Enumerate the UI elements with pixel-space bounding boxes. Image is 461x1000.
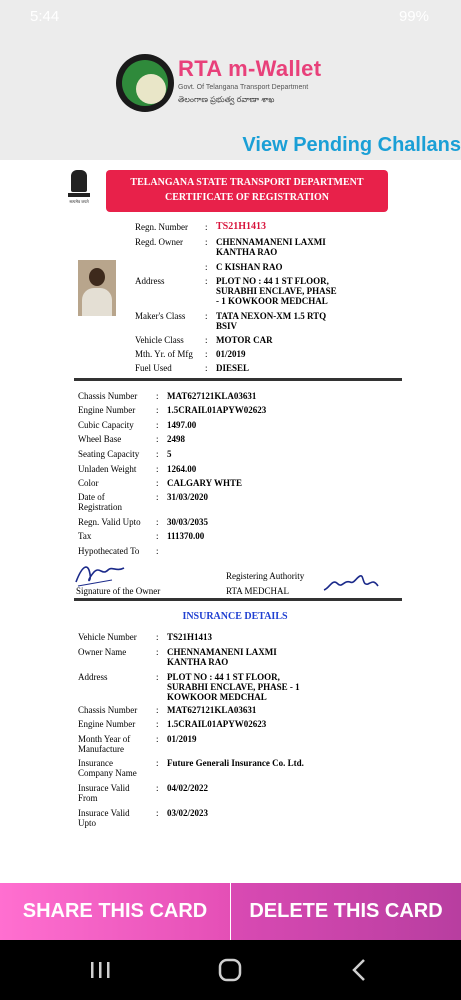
certificate-header-line2: CERTIFICATE OF REGISTRATION xyxy=(165,192,329,203)
section-divider xyxy=(74,598,402,601)
unladen-weight-label: Unladen Weight xyxy=(78,464,137,474)
regn-number-value: TS21H1413 xyxy=(216,221,267,232)
ins-company-label-line1: Insurance xyxy=(78,758,113,768)
ins-valid-from-label-line1: Insurace Valid xyxy=(78,783,130,793)
fuel-used-label: Fuel Used xyxy=(135,363,172,373)
battery-level: 99% xyxy=(398,8,429,25)
app-logo xyxy=(116,52,366,114)
ins-valid-upto-value: 03/02/2023 xyxy=(167,808,209,818)
date-of-registration-value: 31/03/2020 xyxy=(167,492,209,502)
makers-class-value-line1: TATA NEXON-XM 1.5 RTQ xyxy=(216,311,327,321)
telangana-emblem-icon xyxy=(116,54,174,112)
authority-label-line2: RTA MEDCHAL xyxy=(226,586,289,596)
regn-number-label: Regn. Number xyxy=(135,222,188,232)
owner-photo xyxy=(78,260,116,316)
makers-class-value-line2: BSIV xyxy=(216,321,238,331)
ins-owner-name-value-line1: CHENNAMANENI LAXMI xyxy=(167,647,277,657)
makers-class-label: Maker's Class xyxy=(135,311,186,321)
regd-owner-label: Regd. Owner xyxy=(135,237,183,247)
ins-owner-name-value-line2: KANTHA RAO xyxy=(167,657,229,667)
ins-engine-number-label: Engine Number xyxy=(78,719,136,729)
ins-address-value-line3: KOWKOOR MEDCHAL xyxy=(167,692,267,702)
date-of-registration-label-line2: Registration xyxy=(78,502,122,512)
ins-vehicle-number-value: TS21H1413 xyxy=(167,632,213,642)
ins-address-label: Address xyxy=(78,672,108,682)
owner-signature-label: Signature of the Owner xyxy=(76,586,161,596)
view-pending-challans-link[interactable]: View Pending Challans xyxy=(242,134,461,156)
home-icon[interactable] xyxy=(210,954,250,986)
app-subtitle: Govt. Of Telangana Transport Department xyxy=(178,84,309,91)
certificate-header xyxy=(106,170,388,212)
ins-address-value-line2: SURABHI ENCLAVE, PHASE - 1 xyxy=(167,682,300,692)
seating-capacity-value: 5 xyxy=(167,449,172,459)
regn-valid-upto-value: 30/03/2035 xyxy=(167,517,209,527)
emblem-motto: सत्यमेव जयते xyxy=(69,199,89,204)
status-bar xyxy=(0,0,461,34)
ins-valid-upto-label-line2: Upto xyxy=(78,818,96,828)
recents-icon[interactable] xyxy=(80,954,120,986)
date-of-registration-label-line1: Date of xyxy=(78,492,105,502)
seating-capacity-label: Seating Capacity xyxy=(78,449,140,459)
wheel-base-value: 2498 xyxy=(167,434,185,444)
color-value: CALGARY WHTE xyxy=(167,478,242,488)
ins-engine-number-value: 1.5CRAIL01APYW02623 xyxy=(167,719,267,729)
unladen-weight-value: 1264.00 xyxy=(167,464,197,474)
ins-chassis-number-value: MAT627121KLA03631 xyxy=(167,705,257,715)
ins-mfg-value: 01/2019 xyxy=(167,734,197,744)
ins-company-label-line2: Company Name xyxy=(78,768,137,778)
tax-label: Tax xyxy=(78,531,92,541)
share-card-button[interactable]: SHARE THIS CARD xyxy=(0,883,230,940)
national-emblem-icon xyxy=(66,170,92,208)
cubic-capacity-label: Cubic Capacity xyxy=(78,420,134,430)
ins-vehicle-number-label: Vehicle Number xyxy=(78,632,137,642)
regd-owner-value-line2: KANTHA RAO xyxy=(216,247,278,257)
cubic-capacity-value: 1497.00 xyxy=(167,420,197,430)
system-navigation-bar xyxy=(0,940,461,1000)
address-label: Address xyxy=(135,276,165,286)
tax-value: 111370.00 xyxy=(167,531,205,541)
regn-valid-upto-label: Regn. Valid Upto xyxy=(78,517,141,527)
vehicle-class-value: MOTOR CAR xyxy=(216,335,273,345)
status-time: 5:44 xyxy=(30,8,60,25)
app-header xyxy=(0,0,461,160)
ins-owner-name-label: Owner Name xyxy=(78,647,127,657)
vehicle-class-label: Vehicle Class xyxy=(135,335,184,345)
ins-company-value: Future Generali Insurance Co. Ltd. xyxy=(167,758,304,768)
mfg-value: 01/2019 xyxy=(216,349,246,359)
engine-number-value: 1.5CRAIL01APYW02623 xyxy=(167,405,267,415)
ins-address-value-line1: PLOT NO : 44 1 ST FLOOR, xyxy=(167,672,280,682)
insurance-details-title: INSURANCE DETAILS xyxy=(182,611,288,622)
certificate-header-line1: TELANGANA STATE TRANSPORT DEPARTMENT xyxy=(130,177,364,188)
wheel-base-label: Wheel Base xyxy=(78,434,122,444)
section-divider xyxy=(74,378,402,381)
ins-chassis-number-label: Chassis Number xyxy=(78,705,138,715)
ins-valid-from-label-line2: From xyxy=(78,793,98,803)
ins-mfg-label-line1: Month Year of xyxy=(78,734,131,744)
app-title: RTA m-Wallet xyxy=(178,56,322,81)
app-subtitle-telugu: తెలంగాణ ప్రభుత్వ రవాణా శాఖ xyxy=(178,95,275,104)
father-name-value: C KISHAN RAO xyxy=(216,262,283,272)
regd-owner-value-line1: CHENNAMANENI LAXMI xyxy=(216,237,326,247)
fuel-used-value: DIESEL xyxy=(216,363,250,373)
ins-valid-from-value: 04/02/2022 xyxy=(167,783,209,793)
delete-card-button[interactable]: DELETE THIS CARD xyxy=(231,883,461,940)
hypothecated-to-label: Hypothecated To xyxy=(78,546,140,556)
chassis-number-label: Chassis Number xyxy=(78,391,138,401)
owner-signature-icon xyxy=(72,560,132,588)
chassis-number-value: MAT627121KLA03631 xyxy=(167,391,257,401)
authority-label-line1: Registering Authority xyxy=(226,571,305,581)
address-value-line2: SURABHI ENCLAVE, PHASE xyxy=(216,286,337,296)
registration-certificate: सत्यमेव जयते TELANGANA STATE TRANSPORT DEPARTMENT CERTIFICATE OF REGISTRATION Regn. Number : TS21H1413 Regd. Owner : CHENNAMANENI LAXMI KANTHA RAO : C KISHAN RAO Address : PLOT NO : 44 1 ST FLOOR, SURABHI ENCLAVE, PHASE - 1 KOWKOOR MEDCHAL Maker's Class : TATA NEXON-XM 1.5 RTQ BSIV Vehicle Class : MOTOR CAR Mth. Yr. of Mfg : 01/2019 Fuel Used : DIESEL Chassis Number : MAT627121KLA03631 Engine Number : 1.5CRAIL01APYW02623 Cubic Capacity : 1497.00 Wheel Base : 2498 Seating Capacity : 5 Unladen Weight : 1264.00 Color : CALGARY WHTE Date of Registration : 31/03/2020 Regn. Valid Upto : 30/03/2035 Tax : 111370.00 Hypothecated To : Signature of the Owner Registering Authority RTA MEDCHAL INSURANCE DETAILS Vehicle Number : TS21H1413 Owner Name : CHENNAMANENI LAXMI KANTHA RAO Address : PLOT NO : 44 1 ST FLOOR, SURABHI ENCLAVE, PHASE - 1 KOWKOOR MEDCHAL Chassis Number : MAT627121KLA03631 Engine Number : 1.5CRAIL01APYW02623 Month Year of Manufacture : 01/2019 Insurance Company Name : Future Generali Insurance Co. Ltd. Insurace Valid From : 04/02/2022 Insurace Valid Upto : 03/02/2023 xyxy=(66,162,404,878)
address-value-line1: PLOT NO : 44 1 ST FLOOR, xyxy=(216,276,329,286)
mfg-label: Mth. Yr. of Mfg xyxy=(135,349,193,359)
ins-mfg-label-line2: Manufacture xyxy=(78,744,124,754)
ins-valid-upto-label-line1: Insurace Valid xyxy=(78,808,130,818)
back-icon[interactable] xyxy=(340,954,380,986)
color-label: Color xyxy=(78,478,99,488)
engine-number-label: Engine Number xyxy=(78,405,136,415)
address-value-line3: - 1 KOWKOOR MEDCHAL xyxy=(216,296,328,306)
authority-signature-icon xyxy=(322,570,382,596)
